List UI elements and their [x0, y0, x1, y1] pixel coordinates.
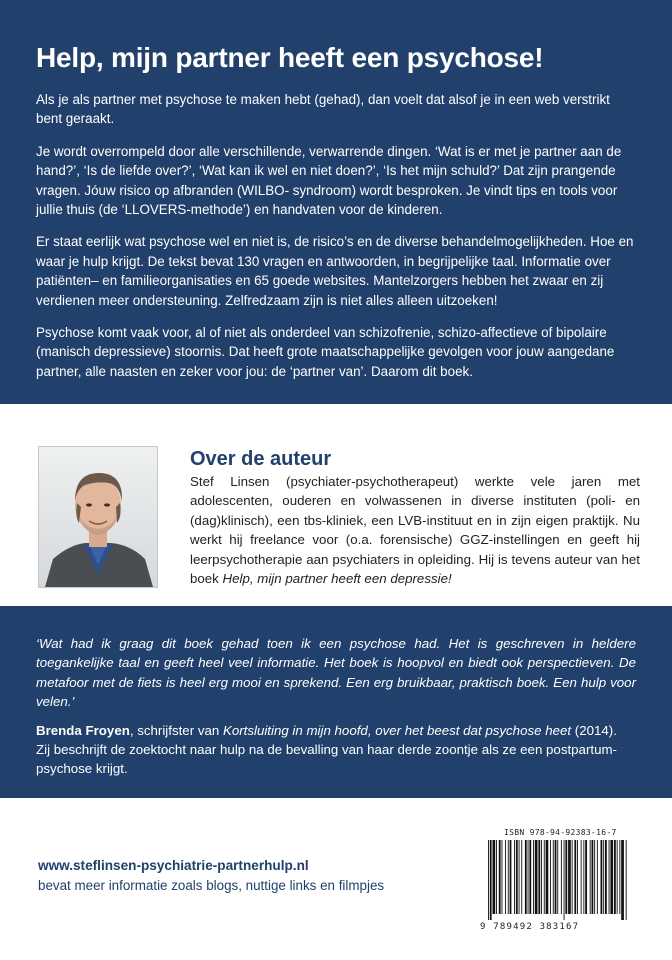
barcode-bar [565, 840, 567, 914]
barcode-bar [568, 840, 571, 914]
barcode-image [480, 840, 632, 922]
barcode-bar [514, 840, 515, 914]
testimonial-year: (2014). [571, 722, 617, 738]
barcode-bar [581, 840, 582, 914]
testimonial-book: Kortsluiting in mijn hoofd, over het beest dat psychose heet [222, 722, 572, 738]
barcode-bar [493, 840, 496, 914]
summary-section [0, 0, 672, 404]
barcode-bar [529, 840, 531, 914]
barcode-bar [561, 840, 562, 914]
barcode-bar [553, 840, 554, 914]
barcode-bar [590, 840, 591, 914]
barcode-bar [617, 840, 618, 914]
barcode-bar [619, 840, 620, 914]
barcode-bar [557, 840, 558, 914]
barcode-bar [614, 840, 616, 914]
barcode-bar [621, 840, 624, 920]
barcode-bar [601, 840, 603, 914]
barcode-bar [555, 840, 557, 914]
barcode-bar [609, 840, 610, 914]
book-title: Help, mijn partner heeft een psychose! [36, 42, 544, 73]
barcode-bar [533, 840, 534, 914]
barcode-bar [510, 840, 512, 914]
barcode-bar [594, 840, 595, 914]
website-link[interactable]: www.steflinsen-psychiatrie-partnerhulp.nl [38, 858, 309, 873]
author-heading: Over de auteur [190, 448, 332, 470]
barcode-bar [538, 840, 540, 914]
author-section [0, 404, 672, 606]
barcode-bar [528, 840, 529, 914]
author-photo [38, 446, 158, 588]
testimonial-attribution [36, 721, 636, 779]
barcode-bar [583, 840, 584, 914]
barcode-bar [610, 840, 613, 914]
barcode-bar [585, 840, 587, 914]
testimonial-author: Brenda Froyen [36, 722, 130, 738]
summary-paragraph-2: Je wordt overrompeld door alle verschillende, verwarrende dingen. ‘Wat is er met je partner aan de hand?’, ‘Is de liefde over?’, ‘Wat kan ik wel en niet doen?’, ‘Is het mijn schuld?’ Dat zijn prangende vragen. Jóuw risico op afbranden (WILBO- syndroom) wordt besproken. Je vindt tips en tools voor jullie thuis (de ‘LLOVERS-methode’) en handvaten voor de kinderen. [36, 143, 622, 218]
barcode-bar [508, 840, 509, 914]
isbn-label: ISBN 978-94-92383-16-7 [504, 828, 617, 837]
author-bio [190, 472, 640, 588]
barcode-bar [505, 840, 506, 914]
barcode-bar [626, 840, 627, 920]
barcode-bar [544, 840, 545, 914]
summary-paragraph-4: Psychose komt vaak voor, al of niet als onderdeel van schizofrenie, schizo-affectieve of bipolaire (manisch depressieve) stoornis. Dat heeft grote maatschappelijke gevolgen voor jouw aangedane partner, alle naasten en zeker voor jou: de ‘partner van’. Daarom dit boek. [36, 325, 615, 379]
barcode-bar [574, 840, 576, 914]
testimonial-quote: ‘Wat had ik graag dit boek gehad toen ik een psychose had. Het is geschreven in heldere toegankelijke taal en geeft heel veel informatie. Het boek is hoopvol en biedt ook perspectieven. De metafoor met de fiets is heel erg mooi en sprekend. Een erg bruikbaar, praktisch boek. Een hulp voor velen.’ [36, 636, 636, 710]
barcode-bar [521, 840, 522, 914]
barcode-bar [516, 840, 518, 914]
barcode-bar [572, 840, 573, 914]
barcode-bar [541, 840, 542, 914]
barcode-bar [577, 840, 578, 914]
barcode-bar [603, 840, 604, 914]
summary-paragraph-3: Er staat eerlijk wat psychose wel en niet is, de risico’s en de diverse behandelmogelijkheden. Hoe en waar je hulp krijgt. De tekst bevat 130 vragen en antwoorden, in begrijpelijke taal. Informatie over patiënten– en familieorganisaties en 65 goede websites. Mantelzorgers hebben het zwaar en zij verdienen meer ondersteuning. Zelfredzaam zijn is niet alles alleen uitzoeken! [36, 234, 634, 308]
barcode-bar [605, 840, 607, 914]
isbn-barcode [480, 826, 632, 936]
barcode-bar [546, 840, 549, 914]
barcode-bar [490, 840, 492, 920]
barcode-bar [502, 840, 503, 914]
barcode-bar [535, 840, 538, 914]
barcode-bar [488, 840, 489, 920]
barcode-bar [499, 840, 501, 914]
barcode-bar [525, 840, 527, 914]
isbn-digits: 9 789492 383167 [480, 922, 580, 932]
author-other-book: Help, mijn partner heeft een depressie! [222, 571, 452, 587]
barcode-bar [519, 840, 520, 914]
barcode-bar [597, 840, 598, 914]
barcode-bar [564, 840, 565, 920]
barcode-bar [496, 840, 497, 914]
barcode-bar [592, 840, 594, 914]
barcode-bar [550, 840, 551, 914]
testimonial-detail: Zij beschrijft de zoektocht naar hulp na de bevalling van haar derde zoontje als ze een postpartum-psychose krijgt. [36, 742, 617, 777]
website-description: bevat meer informatie zoals blogs, nuttige links en filmpjes [38, 878, 385, 893]
author-bio-text: Stef Linsen (psychiater-psychotherapeut) werkte vele jaren met adolescenten, ouderen en volwassenen in diverse instituten (poli- en (dag)klinisch), een tbs-kliniek, een LVB-instituut en in zijn eigen praktijk. Nu werkt hij freelance voor (o.a. forensische) GGZ-instellingen en geeft hij leerpsychotherapie aan psychiaters in opleiding. Hij is tevens auteur van het boek [190, 474, 640, 587]
summary-paragraph-1: Als je als partner met psychose te maken hebt (gehad), dan voelt dat alsof je in een web verstrikt bent geraakt. [36, 92, 610, 127]
testimonial-section [0, 606, 672, 798]
testimonial-role: , schrijfster van [129, 722, 223, 738]
